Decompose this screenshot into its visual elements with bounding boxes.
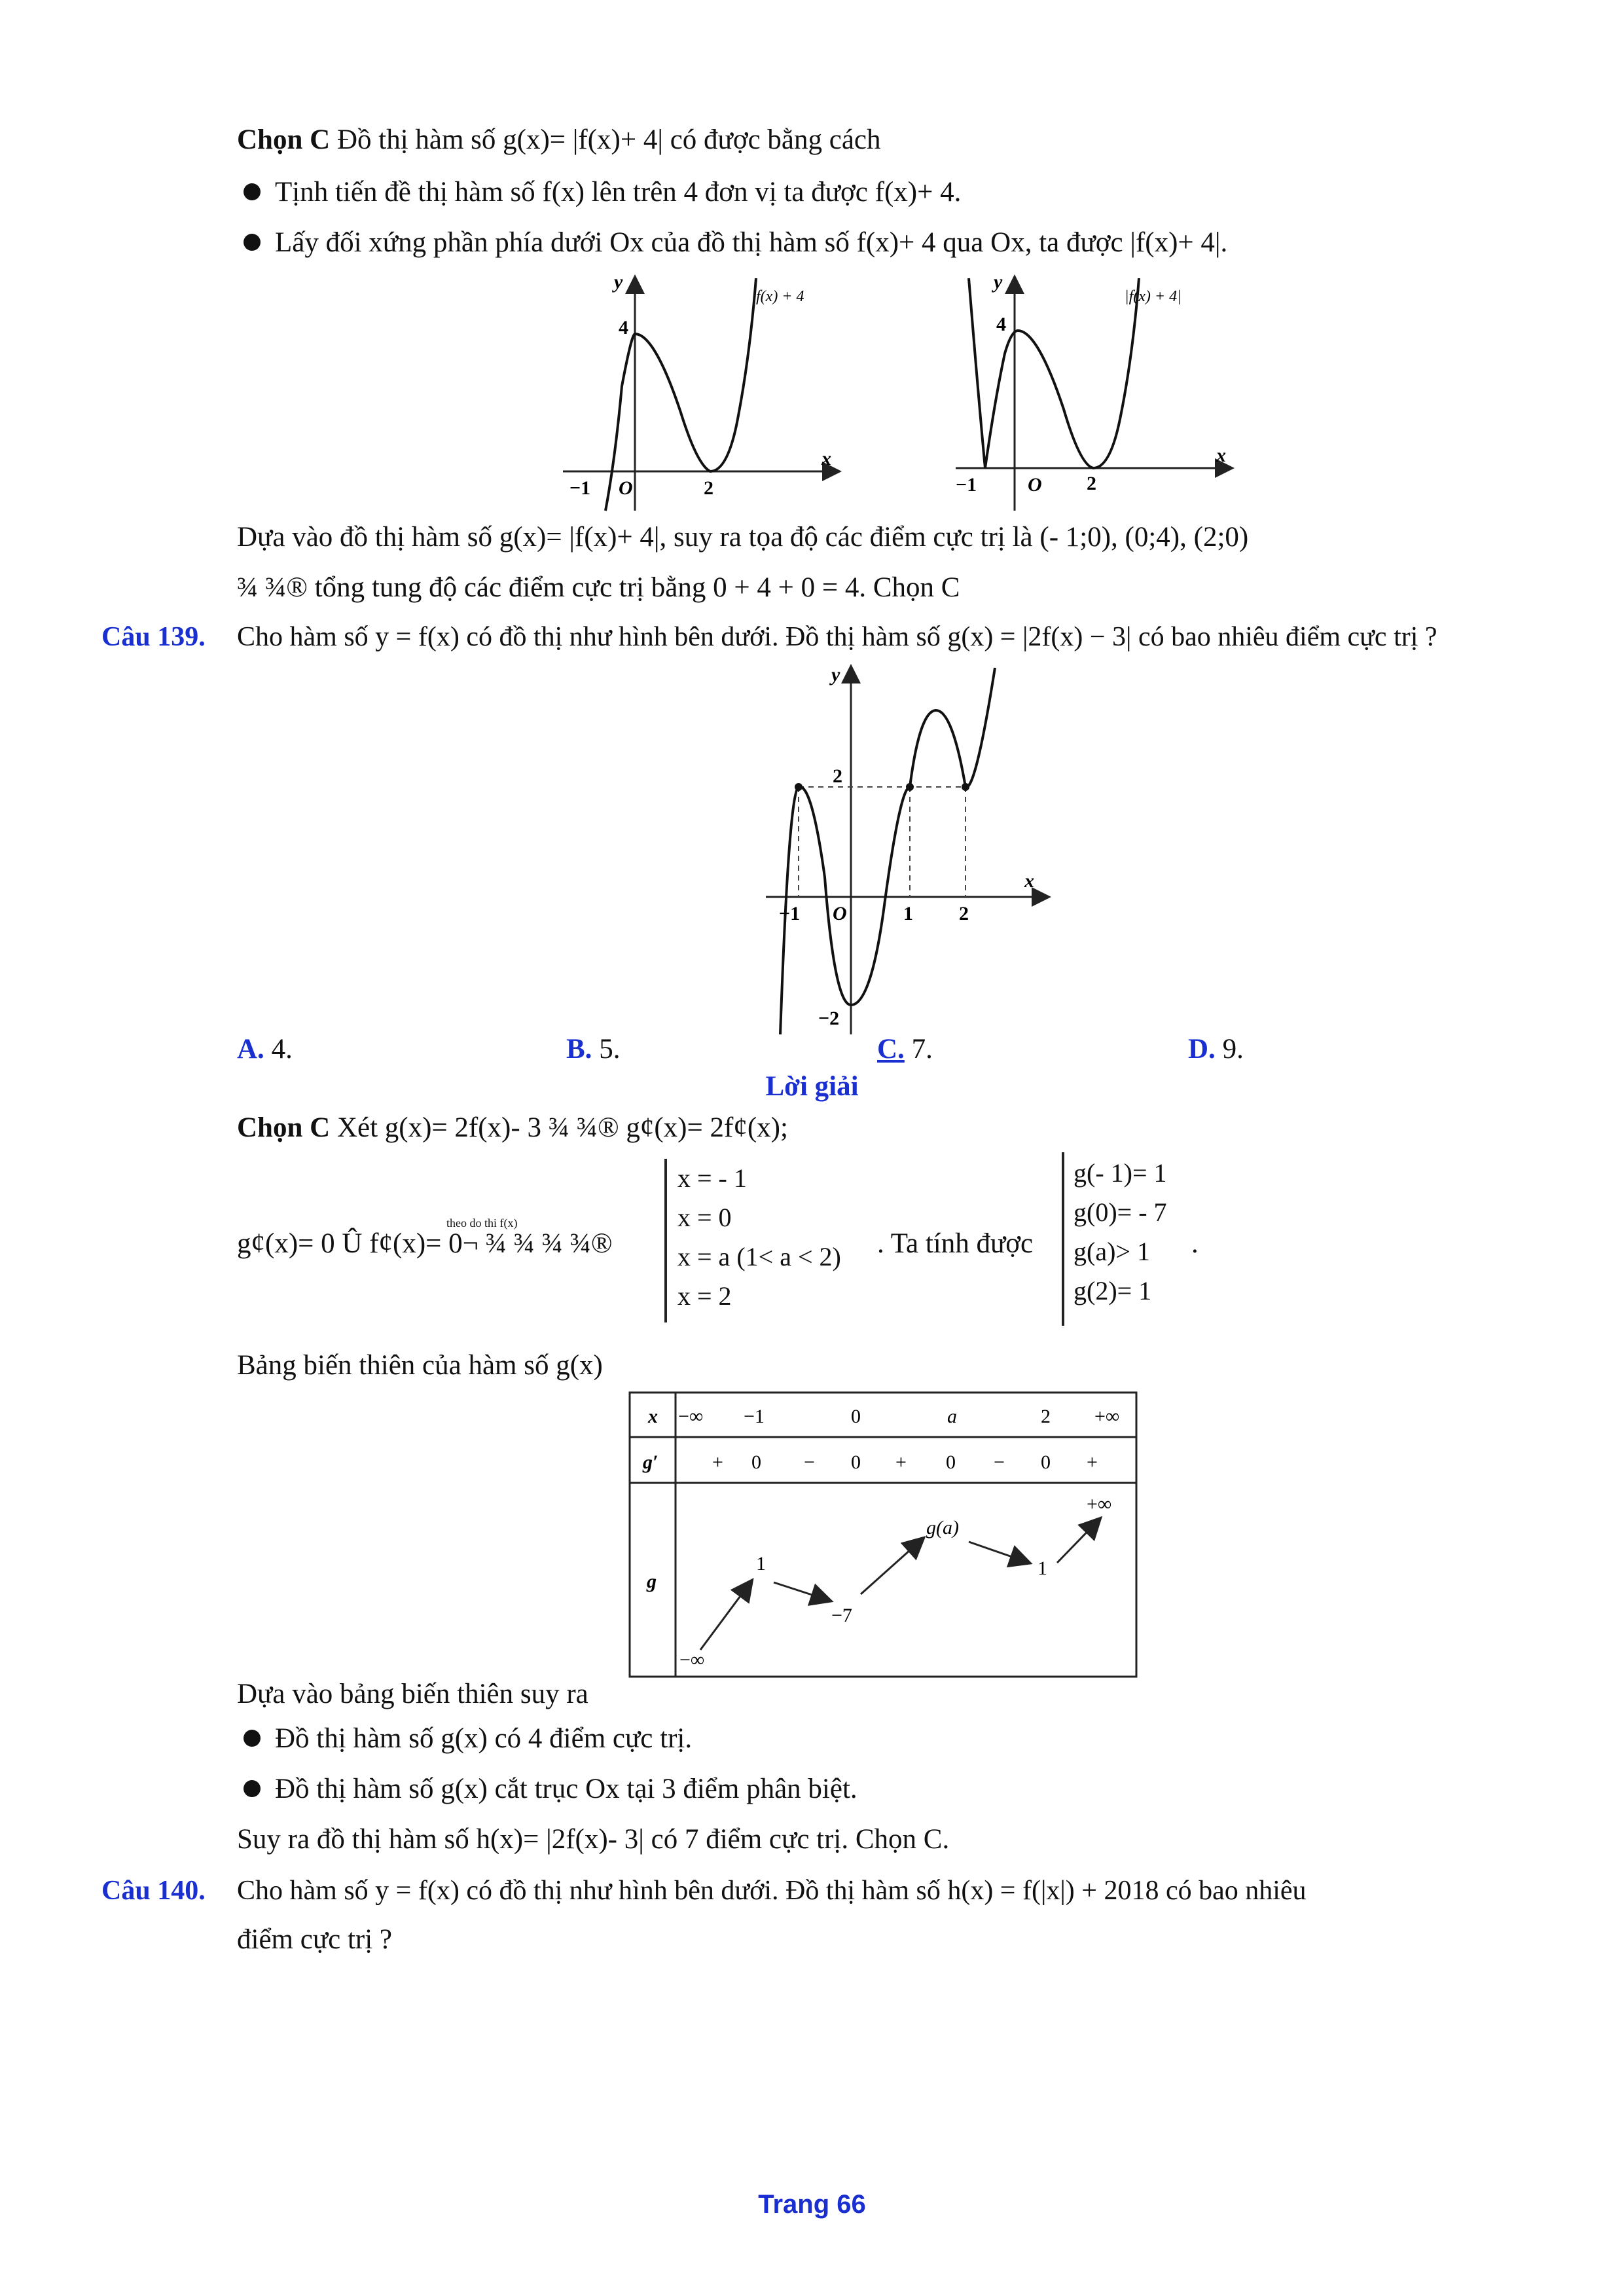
bullet-icon (244, 1780, 261, 1797)
point-neg1-2 (795, 783, 803, 791)
q139-final: Suy ra đồ thị hàm số h(x)= |2f(x)- 3| có 7 điểm cực trị. Chọn C. (237, 1824, 950, 1855)
arrow-down-2 (969, 1542, 1029, 1563)
brace-left (664, 1159, 667, 1322)
gp-val: + (712, 1451, 723, 1473)
computed-text: . Ta tính được (877, 1228, 1034, 1259)
g-val: −∞ (679, 1649, 705, 1671)
g-val: 1 (756, 1553, 766, 1575)
option-key: C. (877, 1034, 905, 1065)
case-item: g(2)= 1 (1074, 1276, 1152, 1305)
option-value: 9. (1215, 1034, 1244, 1065)
option-key: D. (1188, 1034, 1216, 1065)
tick-neg1: −1 (956, 474, 977, 496)
period: . (1191, 1228, 1199, 1259)
variation-table (628, 1391, 1139, 1679)
question-139 (101, 619, 1437, 655)
graph-abs-f-plus-4 (943, 268, 1237, 517)
table-border (630, 1393, 1136, 1677)
curve-label: |f(x) + 4| (1125, 288, 1182, 305)
option-b[interactable] (566, 1031, 620, 1068)
case-item: x = a (1< a < 2) (677, 1242, 841, 1271)
sol138-bullet-1 (244, 174, 961, 211)
row-label-g: g (647, 1571, 657, 1592)
sol138-conclusion-1: Dựa vào đồ thị hàm số g(x)= |f(x)+ 4|, suy ra tọa độ các điểm cực trị là (- 1;0), (0;4), (2;0) (237, 522, 1249, 553)
arrow-up-2 (861, 1539, 923, 1594)
bullet-text: Đồ thị hàm số g(x) cắt trục Ox tại 3 điểm phân biệt. (275, 1774, 857, 1804)
tick-neg1: −1 (779, 903, 801, 924)
gp-val: 0 (1041, 1451, 1051, 1473)
sol138-conclusion-2: ¾ ¾® tổng tung độ các điểm cực trị bằng 0 + 4 + 0 = 4. Chọn C (237, 572, 960, 603)
question-label: Câu 139. (101, 622, 206, 652)
question-text: Cho hàm số y = f(x) có đồ thị như hình bên dưới. Đồ thị hàm số g(x) = |2f(x) − 3| có bao nhiêu điểm cực trị ? (237, 622, 1437, 652)
bullet-icon (244, 183, 261, 200)
option-key: B. (566, 1034, 592, 1065)
q139-bullet-2 (244, 1771, 857, 1808)
option-key: A. (237, 1034, 264, 1065)
tick-neg2: −2 (818, 1008, 840, 1029)
x-label: x (821, 448, 831, 469)
option-value: 4. (264, 1034, 293, 1065)
gp-val: − (804, 1451, 815, 1473)
q139-solution-line1 (237, 1110, 788, 1146)
sol138-bullet-2 (244, 225, 1227, 261)
option-value: 5. (592, 1034, 621, 1065)
x-val: −1 (744, 1406, 765, 1427)
x-val: 2 (1041, 1406, 1051, 1427)
g-val: −7 (831, 1605, 852, 1626)
point-1-2 (906, 783, 914, 791)
case-item: g(0)= - 7 (1074, 1197, 1167, 1227)
option-value: 7. (904, 1034, 933, 1065)
g-val: +∞ (1087, 1493, 1112, 1515)
bullet-text: Tịnh tiến đề thị hàm số f(x) lên trên 4 đơn vị ta được f(x)+ 4. (275, 177, 962, 208)
cases-x (677, 1159, 841, 1316)
tick-4: 4 (619, 317, 628, 338)
point-2-2 (962, 783, 969, 791)
curve-label: f(x) + 4 (756, 288, 804, 305)
line-text: Xét g(x)= 2f(x)- 3 ¾ ¾® g¢(x)= 2f¢(x); (330, 1112, 788, 1143)
tick-x2: 2 (959, 903, 969, 924)
g-val: g(a) (926, 1517, 959, 1539)
choice-label: Chọn C (237, 124, 331, 155)
choice-label: Chọn C (237, 1112, 331, 1143)
bullet-icon (244, 1730, 261, 1747)
curve-abs-f-plus-4 (969, 278, 1139, 468)
option-a[interactable] (237, 1031, 293, 1068)
y-label: y (994, 271, 1003, 293)
g-val: 1 (1038, 1558, 1047, 1579)
option-c[interactable] (877, 1031, 933, 1068)
bullet-text: Đồ thị hàm số g(x) có 4 điểm cực trị. (275, 1723, 693, 1754)
gp-val: + (895, 1451, 907, 1473)
row-label-x: x (648, 1406, 658, 1427)
x-val: −∞ (678, 1406, 704, 1427)
origin-label: O (619, 477, 633, 499)
gp-val: 0 (851, 1451, 861, 1473)
tick-2: 2 (704, 477, 713, 499)
case-item: x = - 1 (677, 1163, 747, 1193)
arrow-label: theo do thi f(x) (446, 1216, 518, 1230)
case-item: x = 0 (677, 1203, 732, 1232)
x-label: x (1024, 870, 1034, 892)
arrow-up-3 (1057, 1519, 1100, 1563)
cases-g (1074, 1154, 1167, 1311)
arrow-down-1 (774, 1582, 830, 1601)
origin-label: O (1028, 474, 1042, 496)
bullet-text: Lấy đối xứng phần phía dưới Ox của đồ thị hàm số f(x)+ 4 qua Ox, ta được |f(x)+ 4|. (275, 227, 1228, 258)
question-140 (101, 1872, 1307, 1909)
gp-val: 0 (751, 1451, 761, 1473)
q139-derivative-eq: g¢(x)= 0 Û f¢(x)= 0¬ ¾ ¾ ¾ ¾® (237, 1228, 613, 1259)
sol138-lead (237, 122, 881, 158)
row-label-gp: g′ (643, 1451, 659, 1473)
page-number: Trang 66 (758, 2190, 866, 2219)
x-label: x (1216, 445, 1226, 466)
case-item: g(a)> 1 (1074, 1237, 1150, 1266)
solution-title: Lời giải (765, 1071, 859, 1102)
question-text-line1: Cho hàm số y = f(x) có đồ thị như hình bên dưới. Đồ thị hàm số h(x) = f(|x|) + 2018 có bao nhiêu (237, 1876, 1307, 1906)
curve-f-plus-4 (605, 278, 756, 511)
after-table-text: Dựa vào bảng biến thiên suy ra (237, 1679, 588, 1709)
table-title: Bảng biến thiên của hàm số g(x) (237, 1350, 603, 1381)
gp-val: + (1087, 1451, 1098, 1473)
bullet-icon (244, 234, 261, 251)
gp-val: 0 (946, 1451, 956, 1473)
tick-neg1: −1 (569, 477, 591, 499)
x-val: 0 (851, 1406, 861, 1427)
tick-2: 2 (833, 765, 842, 787)
tick-x1: 1 (903, 903, 913, 924)
arrow-up-1 (700, 1581, 751, 1650)
brace-right (1062, 1152, 1064, 1326)
tick-4: 4 (996, 314, 1006, 335)
curve-f (780, 668, 995, 1034)
gp-val: − (994, 1451, 1005, 1473)
sol138-lead-text: Đồ thị hàm số g(x)= |f(x)+ 4| có được bằng cách (330, 124, 881, 155)
question-label: Câu 140. (101, 1876, 206, 1906)
case-item: x = 2 (677, 1281, 732, 1311)
graph-f-plus-4 (550, 268, 844, 517)
x-val: a (947, 1406, 957, 1427)
option-d[interactable] (1188, 1031, 1244, 1068)
case-item: g(- 1)= 1 (1074, 1158, 1167, 1188)
question-text-line2: điểm cực trị ? (237, 1924, 393, 1955)
origin-label: O (833, 903, 847, 924)
q139-bullet-1 (244, 1721, 692, 1757)
y-label: y (831, 664, 840, 685)
tick-2: 2 (1087, 473, 1096, 494)
y-label: y (614, 271, 623, 293)
x-val: +∞ (1094, 1406, 1120, 1427)
graph-f-q139 (753, 661, 1054, 1041)
